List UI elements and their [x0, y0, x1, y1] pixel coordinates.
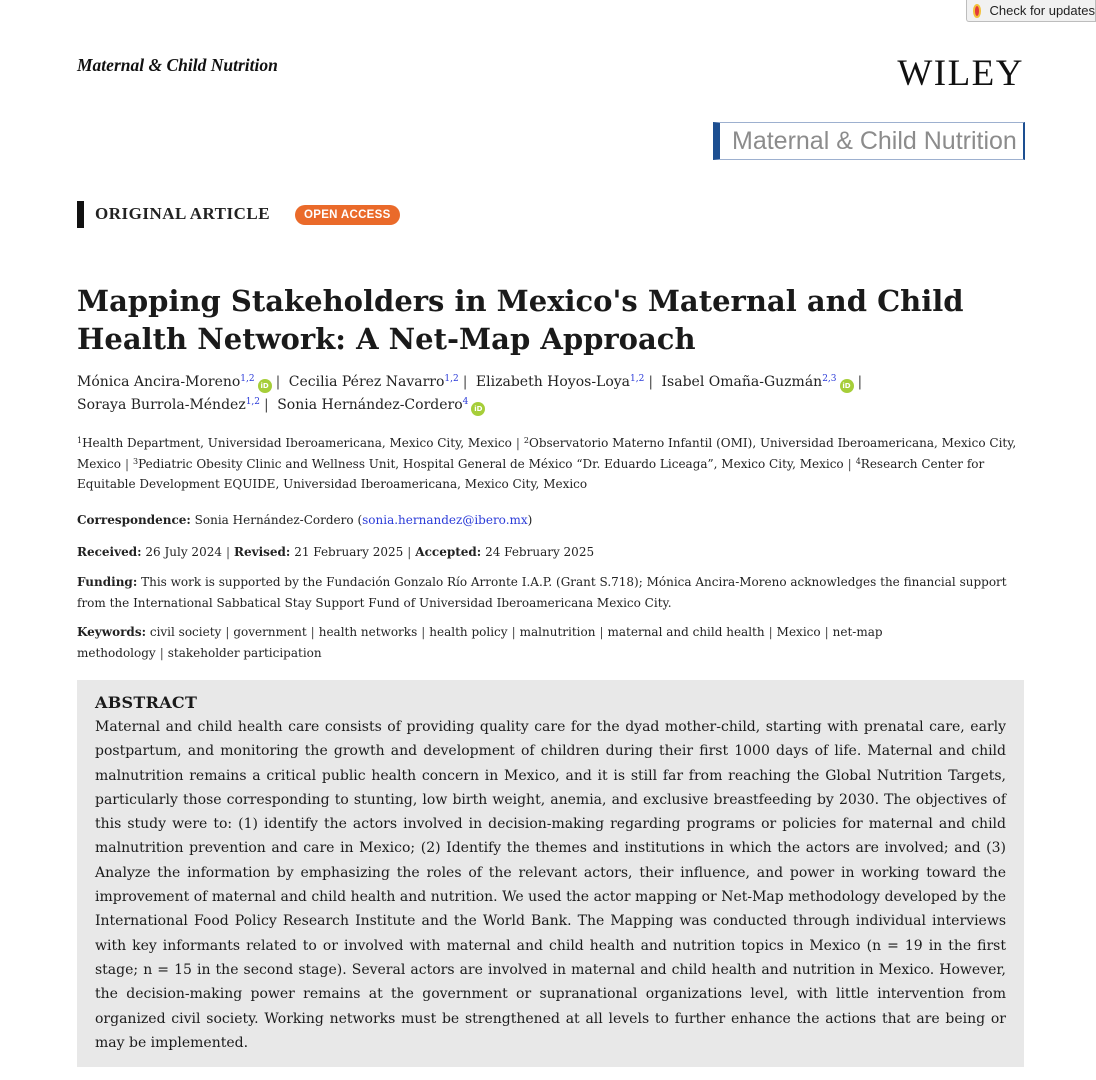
- affiliations: [77, 433, 1027, 495]
- keyword[interactable]: stakeholder participation: [167, 645, 322, 660]
- accepted-label: Accepted:: [415, 545, 482, 559]
- author-affiliation-ref[interactable]: 4: [462, 397, 469, 407]
- keyword-separator: |: [824, 625, 829, 639]
- received-label: Received:: [77, 545, 142, 559]
- publisher-logo: WILEY: [897, 53, 1024, 94]
- affiliation-separator: |: [124, 456, 129, 471]
- journal-running-title: Maternal & Child Nutrition: [77, 55, 278, 75]
- author-affiliation-ref[interactable]: 1,2: [630, 374, 645, 384]
- keyword[interactable]: Mexico: [776, 625, 821, 639]
- keyword[interactable]: malnutrition: [519, 625, 596, 639]
- abstract-box: [77, 680, 1024, 1067]
- keyword[interactable]: health networks: [318, 625, 418, 639]
- author-name[interactable]: Elizabeth Hoyos-Loya: [475, 374, 631, 390]
- correspondence: Correspondence: Sonia Hernández-Cordero (sonia.hernandez@ibero.mx): [77, 513, 533, 527]
- author-affiliation-ref[interactable]: 1,2: [245, 397, 261, 407]
- author-affiliation-ref[interactable]: 1,2: [240, 374, 255, 384]
- affiliation-text: Health Department, Universidad Iberoamericana, Mexico City, Mexico: [82, 436, 512, 450]
- received-date: 26 July 2024: [145, 545, 222, 559]
- author-separator: |: [462, 374, 468, 390]
- keyword-separator: |: [310, 625, 315, 639]
- article-dates: [77, 542, 1027, 563]
- article-type-marker: [77, 201, 84, 228]
- author-name[interactable]: Isabel Omaña-Guzmán: [661, 374, 823, 390]
- affiliation-number: 3: [133, 456, 139, 466]
- funding-label: Funding:: [77, 575, 138, 589]
- affiliation-number: 4: [855, 456, 861, 466]
- author-name[interactable]: Cecilia Pérez Navarro: [288, 374, 445, 390]
- keyword[interactable]: health policy: [429, 625, 508, 639]
- crossmark-icon: [973, 4, 981, 18]
- open-access-badge: OPEN ACCESS: [295, 205, 400, 225]
- author-name[interactable]: Mónica Ancira-Moreno: [77, 374, 241, 390]
- date-separator: |: [225, 545, 231, 559]
- date-separator: |: [407, 545, 412, 559]
- correspondence-name: Sonia Hernández-Cordero: [194, 513, 354, 527]
- author-separator: |: [857, 374, 863, 390]
- keyword-separator: |: [768, 625, 773, 639]
- funding: [77, 572, 1027, 613]
- accepted-date: 24 February 2025: [485, 545, 595, 559]
- keyword[interactable]: civil society: [149, 625, 222, 639]
- article-type: ORIGINAL ARTICLE: [95, 204, 271, 223]
- author-affiliation-ref[interactable]: 1,2: [444, 374, 459, 384]
- keywords: [77, 622, 1027, 663]
- affiliation-text: Pediatric Obesity Clinic and Wellness Unit, Hospital General de México “Dr. Eduardo Liceaga”, Mexico City, Mexico: [138, 456, 844, 471]
- keyword[interactable]: maternal and child health: [607, 625, 765, 639]
- revised-label: Revised:: [234, 545, 291, 559]
- abstract-heading: ABSTRACT: [95, 693, 198, 712]
- affiliation-text: Research Center for Equitable Development EQUIDE, Universidad Iberoamericana, Mexico City, Mexico: [77, 456, 985, 491]
- keyword[interactable]: government: [233, 625, 307, 639]
- funding-text: This work is supported by the Fundación Gonzalo Río Arronte I.A.P. (Grant S.718); Mónica Ancira-Moreno acknowledges the financial support from the International Sabbatical Stay Support Fund of Universidad Iberoamericana Mexico City.: [77, 575, 1007, 610]
- author-separator: |: [648, 374, 654, 390]
- check-for-updates-label: Check for updates: [989, 3, 1095, 18]
- author-name[interactable]: Soraya Burrola-Méndez: [77, 397, 246, 413]
- author-name[interactable]: Sonia Hernández-Cordero: [277, 397, 463, 413]
- keyword-separator: |: [159, 645, 164, 660]
- article-title: Mapping Stakeholders in Mexico's Maternal and Child Health Network: A Net-Map Approach: [77, 284, 964, 356]
- revised-date: 21 February 2025: [294, 545, 404, 559]
- author-affiliation-ref[interactable]: 2,3: [822, 374, 837, 384]
- affiliation-number: 1: [77, 436, 83, 445]
- keyword-separator: |: [421, 625, 426, 639]
- abstract-text: Maternal and child health care consists of providing quality care for the dyad mother-child, starting with prenatal care, early postpartum, and monitoring the growth and development of children during their first 1000 days of life. Maternal and child malnutrition remains a critical public health concern in Mexico, and it is still far from reaching the Global Nutrition Targets, particularly those corresponding to stunting, low birth weight, anemia, and exclusive breastfeeding by 2030. The objectives of this study were to: (1) identify the actors involved in decision-making regarding programs or policies for maternal and child malnutrition prevention and care in Mexico; (2) Identify the themes and institutions in which the actors are involved; and (3) Analyze the information by emphasizing the roles of the relevant actors, their influence, and power in working toward the improvement of maternal and child health and nutrition. We used the actor mapping or Net-Map methodology developed by the International Food Policy Research Institute and the World Bank. The Mapping was conducted through individual interviews with key informants related to or involved with maternal and child health and nutrition topics in Mexico (n = 19 in the first stage; n = 15 in the second stage). Several actors are involved in maternal and child health and nutrition in Mexico. However, the decision-making power remains at the government or supranational organizations level, with little intervention from organized civil society. Working networks must be strengthened at all levels to further enhance the actions that are being or may be implemented.: [95, 719, 1006, 1051]
- orcid-icon[interactable]: iD: [258, 379, 272, 393]
- affiliation-separator: |: [847, 456, 852, 471]
- orcid-icon[interactable]: iD: [471, 402, 485, 416]
- keyword[interactable]: net-map methodology: [77, 625, 883, 660]
- author-separator: |: [275, 374, 281, 390]
- correspondence-label: Correspondence:: [77, 513, 191, 527]
- author-list: [77, 371, 1037, 417]
- keyword-separator: |: [225, 625, 230, 639]
- keyword-separator: |: [599, 625, 604, 639]
- keyword-separator: |: [511, 625, 516, 639]
- affiliation-number: 2: [523, 436, 529, 445]
- affiliation-separator: |: [515, 436, 520, 450]
- keywords-label: Keywords:: [77, 625, 147, 639]
- check-for-updates-button[interactable]: [966, 0, 1096, 22]
- journal-logo: Maternal & Child Nutrition: [713, 122, 1025, 160]
- author-separator: |: [264, 397, 269, 413]
- orcid-icon[interactable]: iD: [840, 379, 854, 393]
- affiliation-text: Observatorio Materno Infantil (OMI), Universidad Iberoamericana, Mexico City, Mexico: [77, 436, 1017, 471]
- correspondence-email-link[interactable]: sonia.hernandez@ibero.mx: [362, 513, 528, 527]
